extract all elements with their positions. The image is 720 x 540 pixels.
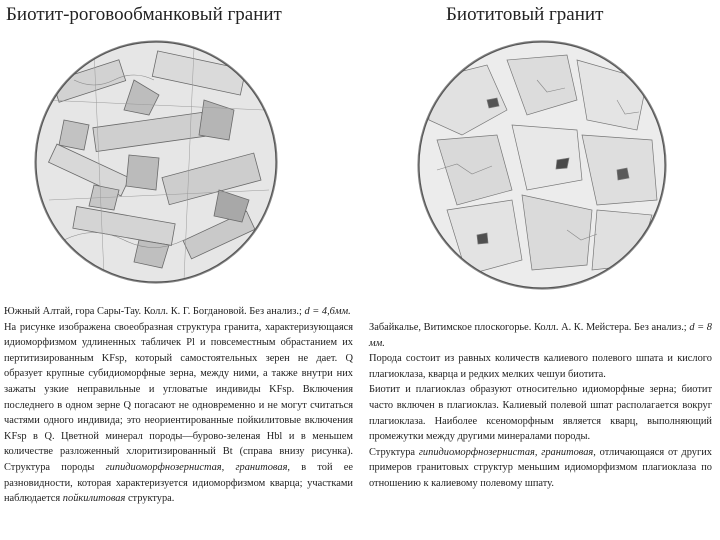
- left-caption-source: Южный Алтай, гора Сары-Тау. Колл. К. Г. Богдановой. Без анализ.; d = 4,6мм.: [4, 306, 351, 317]
- right-caption-composition: Порода состоит из равных количеств калиевого полевого шпата и кислого плагиоклаза, кварца и редких мелких чешуи биотита.: [369, 353, 712, 380]
- left-caption-description: На рисунке изображена своеобразная структура гранита, характеризующаяся идиоморфизмом удлиненных табличек Pl и повсеместным обрастанием их пертитизированным KFsp, который самостоятельных зерен не дает. Q образует крупные субидиоморфные зерна, между ними, а также внутри них зажаты узкие неправильные и угловатые индивиды KFsp. Включения последнего в одном зерне Q погасают не одновременно и не могут считаться частями одного индивида; это неориентированные пойкилитовые включения KFsp в Q. Цветной минерал породы—бурово-зеленая Hbl и в меньшем количестве разложенный хлоритизированный Bt (справа внизу рисунка). Структура породы гипидиоморфнозернистая, гранитовая, в той ее разновидности, которая характеризуется идиоморфизмом кварца; участками наблюдается пойкилитовая структура.: [4, 321, 354, 505]
- right-caption-structure: Структура гипидиоморфнозернистая, гранитовая, отличающаяся от других примеров гранитовых структур меньшим идиоморфизмом плагиоклаза по отношению к калиевому полевому шпату.: [369, 446, 712, 489]
- left-thin-section-image: [34, 40, 278, 284]
- right-title: Биотитовый гранит: [446, 4, 604, 25]
- right-thin-section-image: [417, 40, 667, 290]
- right-caption-minerals: Биотит и плагиоклаз образуют относительно идиоморфные зерна; биотит часто включен в плагиоклаз. Калиевый полевой шпат располагается вокруг плагиоклаза. Наиболее ксеноморфным является кварц, выполняющий промежутки между другими минералами породы.: [369, 384, 712, 443]
- left-caption: [4, 304, 353, 507]
- right-caption: [369, 320, 712, 492]
- left-title: Биотит-роговообманковый гранит: [6, 4, 282, 25]
- right-caption-source: Забайкалье, Витимское плоскогорье. Колл. А. К. Мейстера. Без анализ.; d = 8 мм.: [369, 322, 712, 349]
